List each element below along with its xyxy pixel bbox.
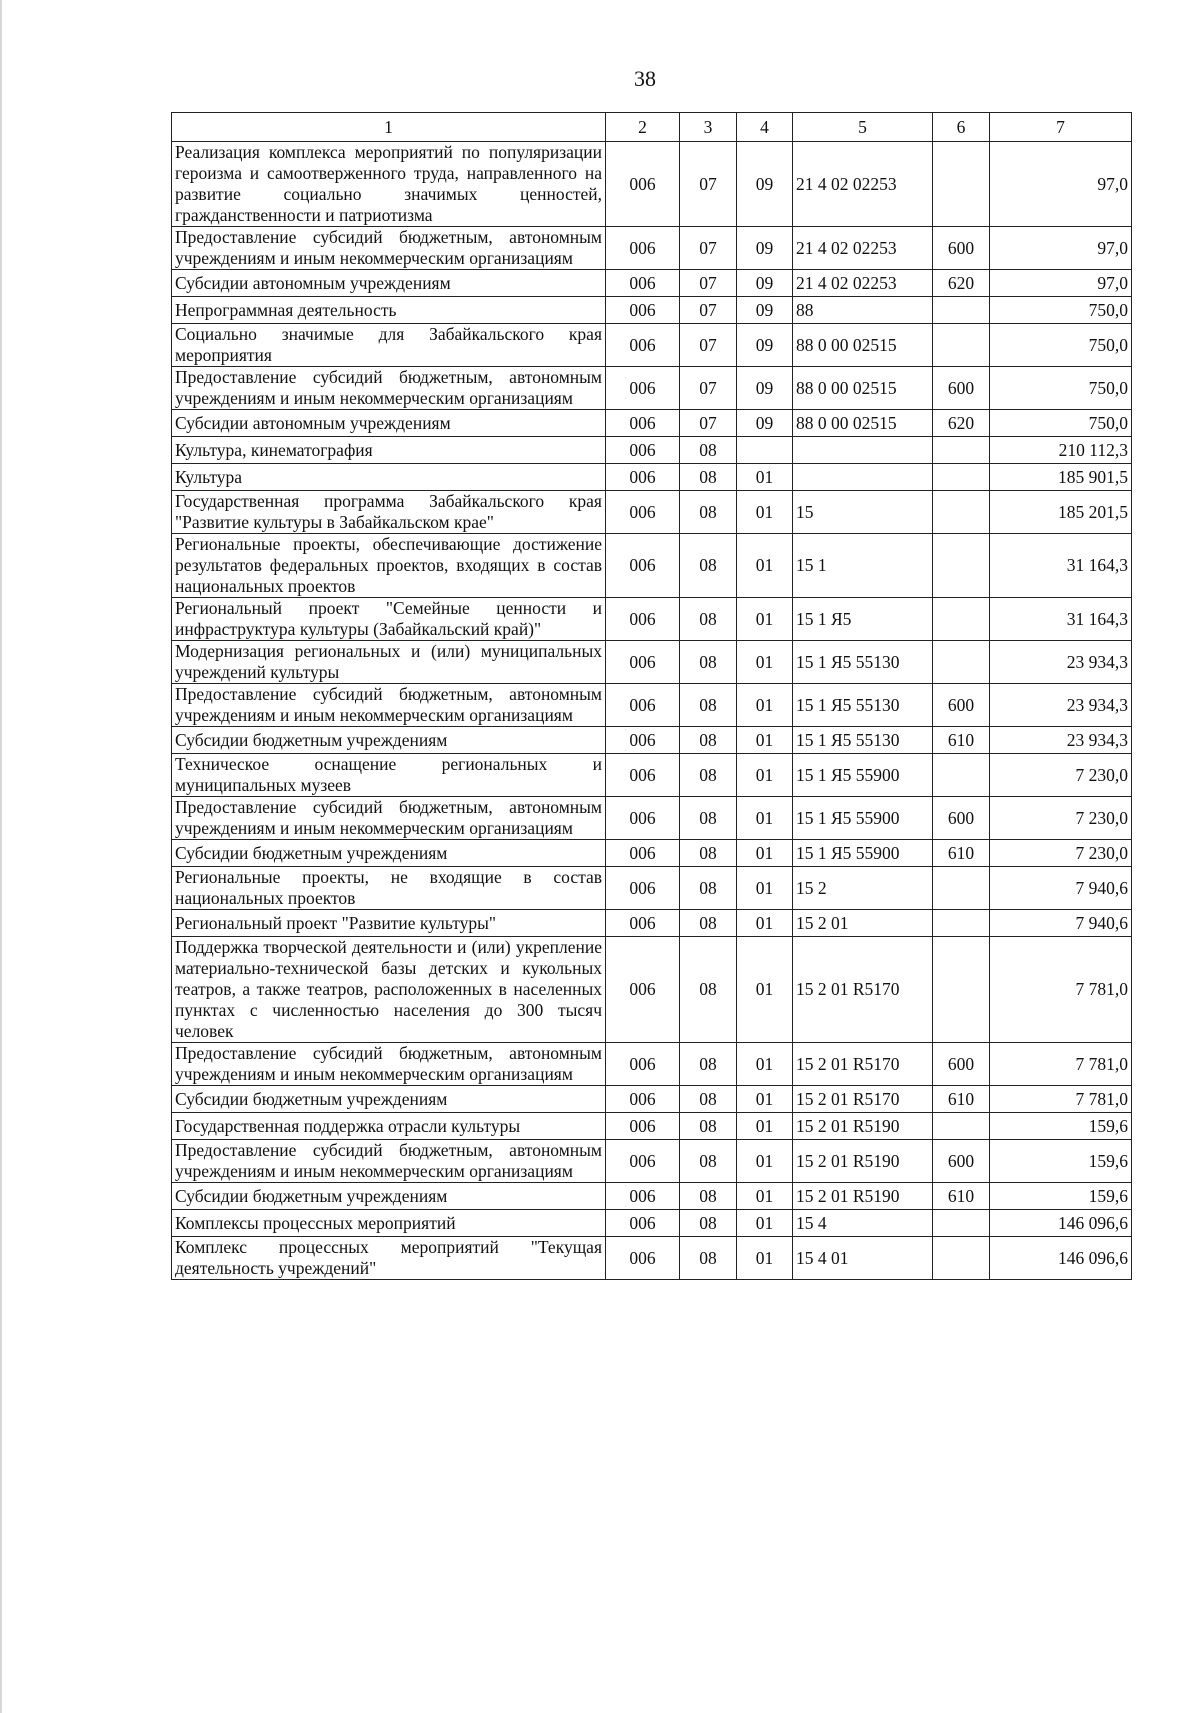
grbs-code-cell: 006: [606, 754, 680, 797]
grbs-code-cell: 006: [606, 1043, 680, 1086]
table-row: [172, 910, 1132, 937]
table-row: [172, 754, 1132, 797]
grbs-code-cell: 006: [606, 684, 680, 727]
expense-type-cell: [933, 297, 990, 324]
section-code-cell: 08: [680, 437, 737, 464]
amount-cell: 185 201,5: [990, 491, 1132, 534]
grbs-code-cell: 006: [606, 367, 680, 410]
target-article-cell: 15 2 01: [793, 910, 933, 937]
table-row: [172, 727, 1132, 754]
grbs-code-cell: 006: [606, 797, 680, 840]
target-article-cell: 15 2 01 R5170: [793, 1086, 933, 1113]
subsection-code-cell: 09: [737, 324, 793, 367]
section-code-cell: 08: [680, 910, 737, 937]
section-code-cell: 07: [680, 410, 737, 437]
grbs-code-cell: 006: [606, 910, 680, 937]
grbs-code-cell: 006: [606, 598, 680, 641]
section-code-cell: 08: [680, 1113, 737, 1140]
amount-cell: 23 934,3: [990, 684, 1132, 727]
target-article-cell: 88 0 00 02515: [793, 324, 933, 367]
section-code-cell: 07: [680, 297, 737, 324]
subsection-code-cell: 01: [737, 1086, 793, 1113]
expense-type-cell: [933, 1237, 990, 1280]
target-article-cell: 88: [793, 297, 933, 324]
section-code-cell: 08: [680, 1140, 737, 1183]
header-cell-4: 4: [737, 113, 793, 142]
target-article-cell: 15 1 Я5 55130: [793, 641, 933, 684]
row-name-cell: Предоставление субсидий бюджетным, автономным учреждениям и иным некоммерческим организациям: [172, 797, 606, 840]
amount-cell: 7 940,6: [990, 867, 1132, 910]
subsection-code-cell: 01: [737, 754, 793, 797]
target-article-cell: 15 1 Я5: [793, 598, 933, 641]
target-article-cell: 15 1 Я5 55900: [793, 754, 933, 797]
subsection-code-cell: 09: [737, 270, 793, 297]
subsection-code-cell: 09: [737, 227, 793, 270]
section-code-cell: 08: [680, 1237, 737, 1280]
row-name-cell: Предоставление субсидий бюджетным, автономным учреждениям и иным некоммерческим организациям: [172, 1043, 606, 1086]
section-code-cell: 08: [680, 641, 737, 684]
expense-type-cell: 620: [933, 410, 990, 437]
expense-type-cell: [933, 867, 990, 910]
subsection-code-cell: 01: [737, 727, 793, 754]
target-article-cell: 15 2 01 R5190: [793, 1113, 933, 1140]
table-row: [172, 1043, 1132, 1086]
section-code-cell: 07: [680, 142, 737, 227]
section-code-cell: 07: [680, 270, 737, 297]
grbs-code-cell: 006: [606, 867, 680, 910]
row-name-cell: Субсидии бюджетным учреждениям: [172, 1086, 606, 1113]
amount-cell: 146 096,6: [990, 1210, 1132, 1237]
subsection-code-cell: 01: [737, 1113, 793, 1140]
section-code-cell: 08: [680, 684, 737, 727]
subsection-code-cell: 09: [737, 410, 793, 437]
grbs-code-cell: 006: [606, 1237, 680, 1280]
row-name-cell: Государственная поддержка отрасли культуры: [172, 1113, 606, 1140]
amount-cell: 31 164,3: [990, 534, 1132, 598]
amount-cell: 7 781,0: [990, 1086, 1132, 1113]
subsection-code-cell: 09: [737, 297, 793, 324]
table-row: [172, 1086, 1132, 1113]
table-row: [172, 1183, 1132, 1210]
subsection-code-cell: 01: [737, 1140, 793, 1183]
target-article-cell: 15 2 01 R5190: [793, 1183, 933, 1210]
header-cell-1: 1: [172, 113, 606, 142]
grbs-code-cell: 006: [606, 1113, 680, 1140]
expense-type-cell: [933, 142, 990, 227]
section-code-cell: 08: [680, 1183, 737, 1210]
amount-cell: 159,6: [990, 1183, 1132, 1210]
amount-cell: 750,0: [990, 297, 1132, 324]
grbs-code-cell: 006: [606, 227, 680, 270]
budget-table: [171, 112, 1132, 1280]
section-code-cell: 08: [680, 598, 737, 641]
target-article-cell: [793, 464, 933, 491]
expense-type-cell: 610: [933, 727, 990, 754]
subsection-code-cell: 09: [737, 142, 793, 227]
scan-edge-line: [0, 0, 2, 1713]
table-row: [172, 1210, 1132, 1237]
grbs-code-cell: 006: [606, 534, 680, 598]
grbs-code-cell: 006: [606, 437, 680, 464]
amount-cell: 97,0: [990, 142, 1132, 227]
row-name-cell: Непрограммная деятельность: [172, 297, 606, 324]
subsection-code-cell: 01: [737, 1210, 793, 1237]
target-article-cell: 88 0 00 02515: [793, 367, 933, 410]
header-cell-3: 3: [680, 113, 737, 142]
grbs-code-cell: 006: [606, 937, 680, 1043]
row-name-cell: Субсидии бюджетным учреждениям: [172, 727, 606, 754]
expense-type-cell: 610: [933, 1086, 990, 1113]
target-article-cell: 21 4 02 02253: [793, 270, 933, 297]
expense-type-cell: 600: [933, 797, 990, 840]
grbs-code-cell: 006: [606, 410, 680, 437]
row-name-cell: Субсидии автономным учреждениям: [172, 270, 606, 297]
section-code-cell: 08: [680, 1086, 737, 1113]
amount-cell: 7 230,0: [990, 754, 1132, 797]
row-name-cell: Культура, кинематография: [172, 437, 606, 464]
subsection-code-cell: 01: [737, 491, 793, 534]
table-row: [172, 410, 1132, 437]
target-article-cell: 15 1 Я5 55130: [793, 727, 933, 754]
grbs-code-cell: 006: [606, 641, 680, 684]
target-article-cell: 15 1: [793, 534, 933, 598]
row-name-cell: Поддержка творческой деятельности и (или) укрепление материально-технической базы детских и кукольных театров, а также театров, расположенных в населенных пунктах с численностью населения до 300 тысяч человек: [172, 937, 606, 1043]
target-article-cell: 15 4 01: [793, 1237, 933, 1280]
amount-cell: 23 934,3: [990, 641, 1132, 684]
table-row: [172, 840, 1132, 867]
section-code-cell: 08: [680, 840, 737, 867]
section-code-cell: 08: [680, 754, 737, 797]
amount-cell: 7 230,0: [990, 797, 1132, 840]
expense-type-cell: [933, 437, 990, 464]
row-name-cell: Предоставление субсидий бюджетным, автономным учреждениям и иным некоммерческим организациям: [172, 684, 606, 727]
amount-cell: 185 901,5: [990, 464, 1132, 491]
row-name-cell: Государственная программа Забайкальского края "Развитие культуры в Забайкальском крае": [172, 491, 606, 534]
target-article-cell: 15 1 Я5 55900: [793, 797, 933, 840]
amount-cell: 210 112,3: [990, 437, 1132, 464]
section-code-cell: 08: [680, 1210, 737, 1237]
target-article-cell: 21 4 02 02253: [793, 142, 933, 227]
expense-type-cell: 600: [933, 367, 990, 410]
table-row: [172, 142, 1132, 227]
grbs-code-cell: 006: [606, 297, 680, 324]
target-article-cell: 15 2: [793, 867, 933, 910]
grbs-code-cell: 006: [606, 1210, 680, 1237]
row-name-cell: Субсидии автономным учреждениям: [172, 410, 606, 437]
page-number: 38: [634, 66, 656, 91]
table-row: [172, 367, 1132, 410]
header-cell-7: 7: [990, 113, 1132, 142]
amount-cell: 750,0: [990, 367, 1132, 410]
section-code-cell: 08: [680, 937, 737, 1043]
subsection-code-cell: 01: [737, 1183, 793, 1210]
table-row: [172, 641, 1132, 684]
header-cell-5: 5: [793, 113, 933, 142]
table-header: [172, 113, 1132, 142]
table-row: [172, 464, 1132, 491]
amount-cell: 7 781,0: [990, 1043, 1132, 1086]
target-article-cell: [793, 437, 933, 464]
subsection-code-cell: 01: [737, 464, 793, 491]
grbs-code-cell: 006: [606, 270, 680, 297]
row-name-cell: Субсидии бюджетным учреждениям: [172, 840, 606, 867]
expense-type-cell: [933, 641, 990, 684]
subsection-code-cell: 01: [737, 840, 793, 867]
target-article-cell: 15 1 Я5 55900: [793, 840, 933, 867]
subsection-code-cell: [737, 437, 793, 464]
row-name-cell: Социально значимые для Забайкальского края мероприятия: [172, 324, 606, 367]
expense-type-cell: [933, 598, 990, 641]
grbs-code-cell: 006: [606, 840, 680, 867]
amount-cell: 750,0: [990, 324, 1132, 367]
subsection-code-cell: 01: [737, 797, 793, 840]
amount-cell: 146 096,6: [990, 1237, 1132, 1280]
table-row: [172, 1237, 1132, 1280]
grbs-code-cell: 006: [606, 142, 680, 227]
table-row: [172, 867, 1132, 910]
header-cell-6: 6: [933, 113, 990, 142]
amount-cell: 31 164,3: [990, 598, 1132, 641]
table-row: [172, 684, 1132, 727]
table-row: [172, 534, 1132, 598]
table-row: [172, 324, 1132, 367]
amount-cell: 750,0: [990, 410, 1132, 437]
target-article-cell: 15 2 01 R5190: [793, 1140, 933, 1183]
expense-type-cell: [933, 754, 990, 797]
amount-cell: 97,0: [990, 270, 1132, 297]
subsection-code-cell: 01: [737, 937, 793, 1043]
target-article-cell: 15 2 01 R5170: [793, 1043, 933, 1086]
amount-cell: 159,6: [990, 1113, 1132, 1140]
subsection-code-cell: 01: [737, 684, 793, 727]
expense-type-cell: [933, 534, 990, 598]
grbs-code-cell: 006: [606, 464, 680, 491]
row-name-cell: Комплекс процессных мероприятий "Текущая деятельность учреждений": [172, 1237, 606, 1280]
expense-type-cell: 610: [933, 1183, 990, 1210]
subsection-code-cell: 01: [737, 1237, 793, 1280]
table-row: [172, 1140, 1132, 1183]
section-code-cell: 07: [680, 227, 737, 270]
row-name-cell: Субсидии бюджетным учреждениям: [172, 1183, 606, 1210]
expense-type-cell: [933, 491, 990, 534]
row-name-cell: Региональный проект "Развитие культуры": [172, 910, 606, 937]
subsection-code-cell: 01: [737, 910, 793, 937]
table-row: [172, 297, 1132, 324]
table-row: [172, 227, 1132, 270]
row-name-cell: Региональный проект "Семейные ценности и инфраструктура культуры (Забайкальский край)": [172, 598, 606, 641]
row-name-cell: Предоставление субсидий бюджетным, автономным учреждениям и иным некоммерческим организациям: [172, 227, 606, 270]
row-name-cell: Техническое оснащение региональных и муниципальных музеев: [172, 754, 606, 797]
expense-type-cell: [933, 464, 990, 491]
expense-type-cell: [933, 1210, 990, 1237]
row-name-cell: Культура: [172, 464, 606, 491]
grbs-code-cell: 006: [606, 1140, 680, 1183]
row-name-cell: Модернизация региональных и (или) муниципальных учреждений культуры: [172, 641, 606, 684]
subsection-code-cell: 01: [737, 534, 793, 598]
amount-cell: 7 781,0: [990, 937, 1132, 1043]
subsection-code-cell: 01: [737, 641, 793, 684]
amount-cell: 7 940,6: [990, 910, 1132, 937]
target-article-cell: 88 0 00 02515: [793, 410, 933, 437]
row-name-cell: Предоставление субсидий бюджетным, автономным учреждениям и иным некоммерческим организациям: [172, 1140, 606, 1183]
section-code-cell: 08: [680, 491, 737, 534]
target-article-cell: 15 2 01 R5170: [793, 937, 933, 1043]
section-code-cell: 08: [680, 1043, 737, 1086]
row-name-cell: Региональные проекты, обеспечивающие достижение результатов федеральных проектов, входящих в состав национальных проектов: [172, 534, 606, 598]
table-row: [172, 270, 1132, 297]
expense-type-cell: [933, 1113, 990, 1140]
section-code-cell: 08: [680, 867, 737, 910]
row-name-cell: Реализация комплекса мероприятий по популяризации героизма и самоотверженного труда, направленного на развитие социально значимых ценностей, гражданственности и патриотизма: [172, 142, 606, 227]
row-name-cell: Предоставление субсидий бюджетным, автономным учреждениям и иным некоммерческим организациям: [172, 367, 606, 410]
expense-type-cell: 600: [933, 227, 990, 270]
table-row: [172, 1113, 1132, 1140]
section-code-cell: 07: [680, 324, 737, 367]
grbs-code-cell: 006: [606, 1183, 680, 1210]
amount-cell: 97,0: [990, 227, 1132, 270]
target-article-cell: 15: [793, 491, 933, 534]
expense-type-cell: [933, 937, 990, 1043]
expense-type-cell: [933, 910, 990, 937]
table-row: [172, 797, 1132, 840]
grbs-code-cell: 006: [606, 727, 680, 754]
expense-type-cell: 600: [933, 1140, 990, 1183]
table-row: [172, 491, 1132, 534]
table-row: [172, 437, 1132, 464]
grbs-code-cell: 006: [606, 1086, 680, 1113]
subsection-code-cell: 01: [737, 1043, 793, 1086]
target-article-cell: 21 4 02 02253: [793, 227, 933, 270]
table-row: [172, 598, 1132, 641]
amount-cell: 159,6: [990, 1140, 1132, 1183]
target-article-cell: 15 4: [793, 1210, 933, 1237]
header-cell-2: 2: [606, 113, 680, 142]
table-body: [172, 142, 1132, 1280]
grbs-code-cell: 006: [606, 324, 680, 367]
expense-type-cell: 610: [933, 840, 990, 867]
section-code-cell: 08: [680, 464, 737, 491]
header-row: [172, 113, 1132, 142]
expense-type-cell: 600: [933, 1043, 990, 1086]
subsection-code-cell: 09: [737, 367, 793, 410]
expense-type-cell: 620: [933, 270, 990, 297]
amount-cell: 7 230,0: [990, 840, 1132, 867]
section-code-cell: 07: [680, 367, 737, 410]
expense-type-cell: 600: [933, 684, 990, 727]
amount-cell: 23 934,3: [990, 727, 1132, 754]
section-code-cell: 08: [680, 534, 737, 598]
expense-type-cell: [933, 324, 990, 367]
target-article-cell: 15 1 Я5 55130: [793, 684, 933, 727]
row-name-cell: Региональные проекты, не входящие в состав национальных проектов: [172, 867, 606, 910]
subsection-code-cell: 01: [737, 598, 793, 641]
subsection-code-cell: 01: [737, 867, 793, 910]
section-code-cell: 08: [680, 797, 737, 840]
section-code-cell: 08: [680, 727, 737, 754]
row-name-cell: Комплексы процессных мероприятий: [172, 1210, 606, 1237]
table-row: [172, 937, 1132, 1043]
grbs-code-cell: 006: [606, 491, 680, 534]
